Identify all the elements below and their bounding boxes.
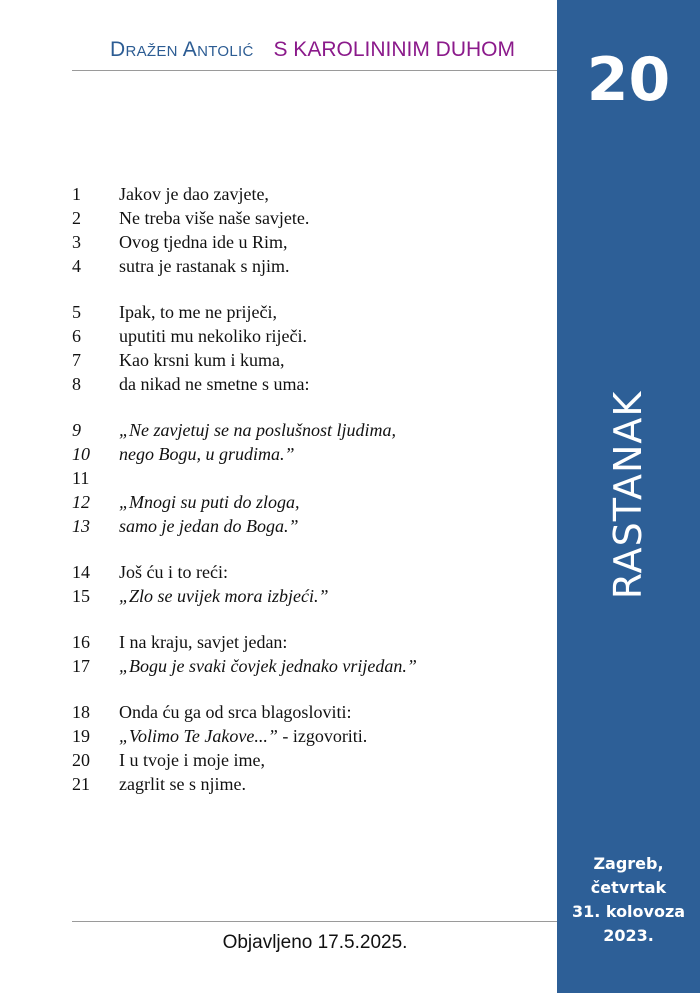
line-text: nego Bogu, u grudima.”: [119, 444, 295, 464]
date: 31. kolovoza: [571, 902, 686, 921]
line-text: Još ću i to reći:: [119, 562, 228, 582]
line-number: 11: [72, 468, 90, 488]
line-number: 1: [72, 184, 81, 204]
line-text: I u tvoje i moje ime,: [119, 750, 265, 770]
poem-number: 20: [586, 45, 671, 115]
poem-line: [72, 560, 542, 584]
line-number: 9: [72, 420, 81, 440]
poem-line: [72, 654, 542, 678]
poem-line: [72, 772, 542, 796]
line-number: 21: [72, 774, 90, 794]
place: Zagreb,: [593, 854, 664, 873]
line-text: Ipak, to me ne priječi,: [119, 302, 277, 322]
poem-line: [72, 418, 542, 442]
poem-line: [72, 230, 542, 254]
poem-title: RASTANAK: [606, 390, 650, 600]
poem-line: [72, 442, 542, 466]
line-number: 6: [72, 326, 81, 346]
poem-line: [72, 748, 542, 772]
line-number: 2: [72, 208, 81, 228]
line-text: uputiti mu nekoliko riječi.: [119, 326, 307, 346]
poem-line: [72, 700, 542, 724]
line-number: 8: [72, 374, 81, 394]
line-number: 5: [72, 302, 81, 322]
line-number: 16: [72, 632, 90, 652]
line-text: „Zlo se uvijek mora izbjeći.”: [119, 586, 329, 606]
line-text: I na kraju, savjet jedan:: [119, 632, 288, 652]
line-number: 4: [72, 256, 81, 276]
line-text: samo je jedan do Boga.”: [119, 516, 299, 536]
poem-line: [72, 348, 542, 372]
line-number: 17: [72, 656, 90, 676]
line-text: da nikad ne smetne s uma:: [119, 374, 310, 394]
poem-line: [72, 300, 542, 324]
poem-line: [72, 584, 542, 608]
line-text: sutra je rastanak s njim.: [119, 256, 290, 276]
line-text: „Bogu je svaki čovjek jednako vrijedan.”: [119, 656, 417, 676]
line-text: [119, 724, 367, 748]
line-text: Ovog tjedna ide u Rim,: [119, 232, 288, 252]
poem-line: [72, 466, 542, 490]
year: 2023.: [603, 926, 654, 945]
collection-title: S KAROLININIM DUHOM: [273, 38, 515, 61]
line-number: 14: [72, 562, 90, 582]
quoted-text: „Volimo Te Jakove...”: [119, 726, 278, 746]
line-text: Onda ću ga od srca blagosloviti:: [119, 702, 352, 722]
poem-line: [72, 206, 542, 230]
line-number: 15: [72, 586, 90, 606]
poem-line: [72, 372, 542, 396]
line-number: 7: [72, 350, 81, 370]
line-number: 12: [72, 492, 90, 512]
sidebar: [557, 0, 700, 993]
footer-divider: [72, 921, 558, 922]
poem-line: [72, 724, 542, 748]
poem-line: [72, 182, 542, 206]
line-text: Jakov je dao zavjete,: [119, 184, 269, 204]
line-number: 18: [72, 702, 90, 722]
line-text-rest: - izgovoriti.: [277, 726, 368, 746]
poem-line: [72, 490, 542, 514]
poem: [72, 182, 542, 796]
weekday: četvrtak: [590, 878, 667, 897]
header-divider: [72, 70, 558, 71]
poem-line: [72, 514, 542, 538]
poem-line: [72, 254, 542, 278]
author-name: Dražen Antolić: [110, 38, 254, 61]
place-and-date: [557, 852, 700, 948]
line-text: „Ne zavjetuj se na poslušnost ljudima,: [119, 420, 397, 440]
line-number: 19: [72, 726, 90, 746]
line-number: 20: [72, 750, 90, 770]
poem-line: [72, 630, 542, 654]
line-text: Kao krsni kum i kuma,: [119, 350, 285, 370]
line-number: 10: [72, 444, 90, 464]
page-header: [110, 38, 515, 62]
line-text: „Mnogi su puti do zloga,: [119, 492, 300, 512]
line-number: 13: [72, 516, 90, 536]
line-text: zagrlit se s njime.: [119, 774, 246, 794]
line-number: 3: [72, 232, 81, 252]
publication-note: Objavljeno 17.5.2025.: [222, 932, 408, 953]
line-text: Ne treba više naše savjete.: [119, 208, 310, 228]
poem-line: [72, 324, 542, 348]
